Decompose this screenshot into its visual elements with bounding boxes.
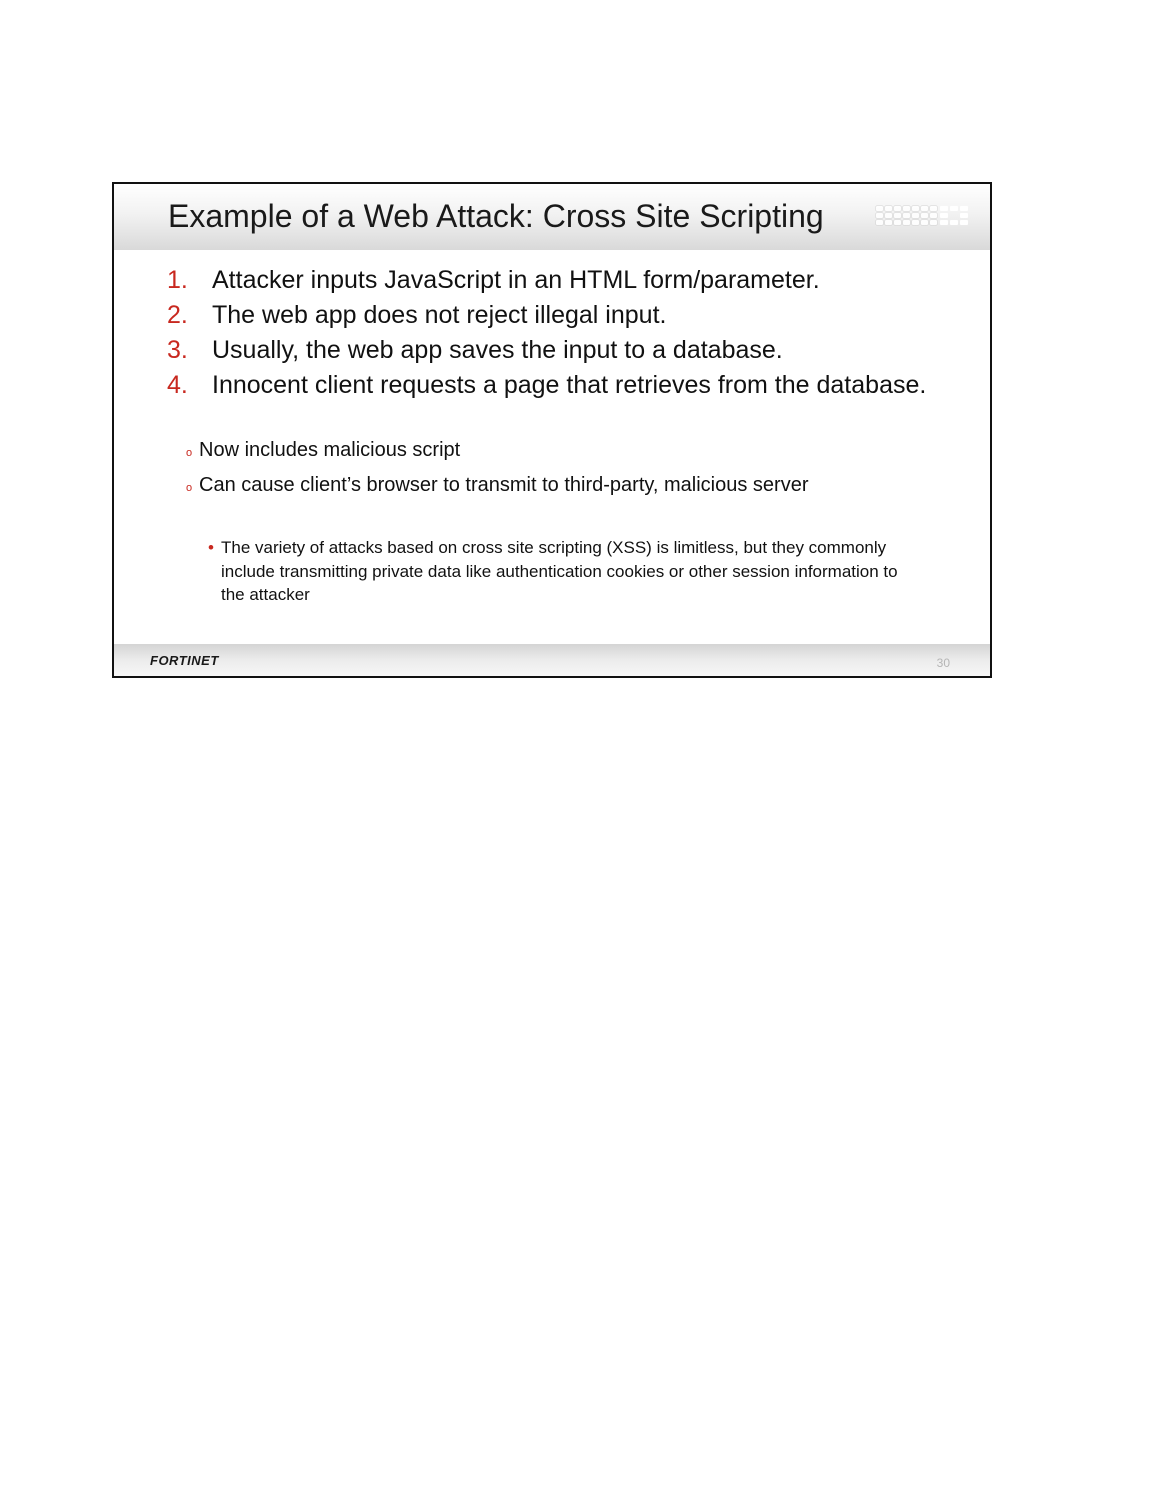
step-text: Usually, the web app saves the input to a database.	[212, 336, 783, 364]
sub-points	[186, 438, 808, 508]
list-item	[186, 473, 808, 500]
bullet-icon: •	[208, 538, 214, 557]
step-number: 1.	[167, 266, 188, 294]
step-text: Innocent client requests a page that retrieves from the database.	[212, 371, 927, 399]
fortinet-grid-icon	[876, 206, 968, 225]
step-number: 4.	[167, 371, 188, 399]
slide-footer	[114, 644, 990, 676]
slide-header	[114, 184, 990, 250]
circle-bullet-icon: o	[186, 482, 193, 494]
step-text: Attacker inputs JavaScript in an HTML form/parameter.	[212, 266, 820, 294]
note-text: The variety of attacks based on cross site scripting (XSS) is limitless, but they commonly include transmitting private data like authentication cookies or other session information to the attacker	[221, 538, 898, 604]
slide-title: Example of a Web Attack: Cross Site Scripting	[168, 198, 824, 234]
slide	[112, 182, 992, 678]
step-text: The web app does not reject illegal input.	[212, 301, 667, 329]
list-item	[167, 371, 927, 400]
circle-bullet-icon: o	[186, 447, 193, 459]
list-item	[167, 336, 927, 365]
note-paragraph	[208, 536, 908, 607]
list-item	[167, 266, 927, 295]
step-number: 2.	[167, 301, 188, 329]
page-number: 30	[936, 656, 950, 670]
numbered-steps	[167, 266, 927, 406]
fortinet-mark-icon	[940, 206, 968, 225]
list-item	[167, 301, 927, 330]
dot-grid-decoration	[876, 206, 937, 225]
sub-point-text: Now includes malicious script	[199, 439, 461, 461]
step-number: 3.	[167, 336, 188, 364]
list-item	[186, 438, 808, 465]
fortinet-logo: FORTINET	[150, 653, 219, 668]
sub-point-text: Can cause client’s browser to transmit to third-party, malicious server	[199, 474, 809, 496]
